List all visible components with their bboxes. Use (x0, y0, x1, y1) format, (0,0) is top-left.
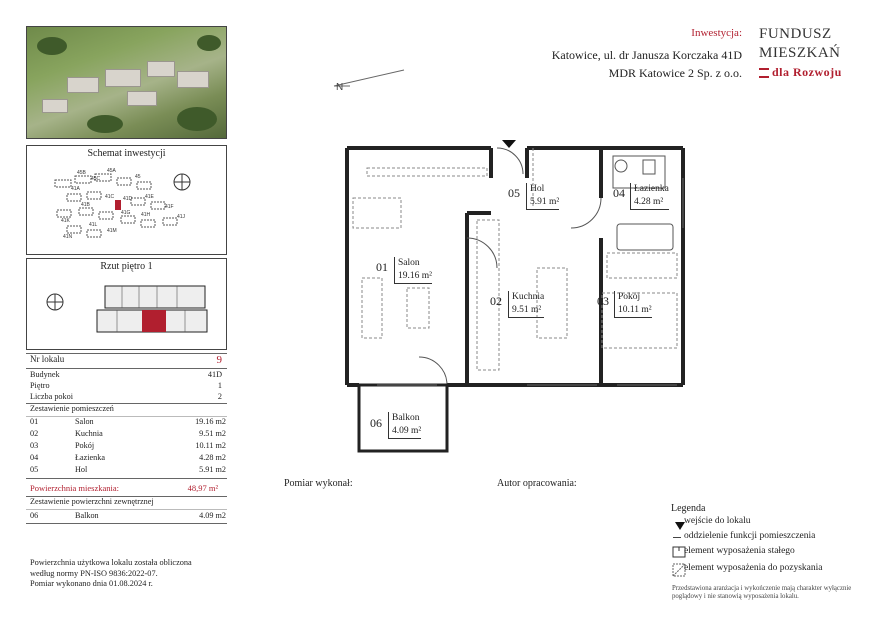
investment-scheme (26, 145, 227, 255)
room-hol-label: Hol 5.91 m² (526, 183, 559, 210)
floor-plan-title: Rzut piętro 1 (100, 261, 153, 272)
svg-text:41H: 41H (141, 212, 151, 218)
floor-mini-plan (27, 274, 226, 349)
svg-text:41L: 41L (89, 222, 98, 228)
total-area-value: 48,97 m² (187, 483, 218, 493)
investment-photo (26, 26, 227, 139)
room-kuchnia-label: Kuchnia 9.51 m² (508, 291, 544, 318)
svg-text:45: 45 (135, 174, 141, 180)
room-salon-label: Salon 19.16 m² (394, 257, 432, 284)
scheme-title: Schemat inwestycji (87, 148, 166, 159)
room-pokoj-number: 03 (597, 294, 609, 308)
company-name: MDR Katowice 2 Sp. z o.o. (608, 66, 742, 80)
svg-text:N: N (336, 82, 344, 92)
svg-text:41F: 41F (165, 204, 174, 210)
floor-location (26, 258, 227, 350)
fundusz-logo: FUNDUSZ MIESZKAŃ dla Rozwoju (759, 26, 842, 79)
legend-optional: element wyposażenia do pozyskania (684, 563, 823, 573)
svg-text:41G: 41G (121, 210, 131, 216)
investment-label: Inwestycja: (691, 27, 742, 39)
legend-disclaimer: Przedstawiona aranżacja i wykończenie mają charakter wyłącznie poglądowy i nie stanowią wyposażenia lokalu. (672, 585, 852, 600)
room-salon-number: 01 (376, 260, 388, 274)
author-label: Autor opracowania: (497, 478, 577, 489)
entrance-marker-icon (502, 140, 516, 148)
compass-arrow-icon (330, 64, 410, 92)
svg-text:41K: 41K (61, 218, 70, 224)
svg-text:41A: 41A (71, 186, 80, 192)
room-pokoj-label: Pokój 10.11 m² (614, 291, 652, 318)
legend-entrance: wejście do lokalu (684, 516, 751, 526)
measurement-notes: Powierzchnia użytkowa lokalu została obliczona według normy PN-ISO 9836:2022-07. Pomiar wykonano dnia 01.08.2024 r. (30, 558, 192, 588)
svg-text:41E: 41E (145, 194, 154, 200)
room-balkon-number: 06 (370, 416, 382, 430)
north-arrow-icon (47, 294, 63, 310)
svg-text:45B: 45B (77, 170, 86, 176)
unit-number: 9 (216, 354, 222, 366)
legend-title: Legenda (671, 503, 706, 514)
svg-text:41D: 41D (123, 196, 133, 202)
legend-fixed: element wyposażenia stałego (684, 546, 795, 556)
measure-label: Pomiar wykonał: (284, 478, 353, 489)
svg-text:41M: 41M (107, 228, 117, 234)
svg-text:41J: 41J (177, 214, 186, 220)
svg-text:45A: 45A (107, 168, 116, 174)
svg-text:41B: 41B (81, 202, 90, 208)
room-lazienka-label: Łazienka 4.28 m² (630, 183, 669, 210)
room-kuchnia-number: 02 (490, 294, 502, 308)
scheme-map (27, 160, 226, 255)
room-lazienka-number: 04 (613, 186, 625, 200)
investment-address: Katowice, ul. dr Janusza Korczaka 41D (551, 48, 742, 62)
svg-text:45C: 45C (91, 176, 101, 182)
legend-separation: oddzielenie funkcji pomieszczenia (684, 531, 816, 541)
svg-text:41C: 41C (105, 194, 115, 200)
logo-mark-icon (759, 68, 769, 78)
separation-line-icon (673, 537, 681, 538)
svg-text:41N: 41N (63, 234, 73, 240)
room-hol-number: 05 (508, 186, 520, 200)
north-arrow-icon (174, 174, 190, 190)
room-balkon-label: Balkon 4.09 m² (388, 412, 421, 439)
